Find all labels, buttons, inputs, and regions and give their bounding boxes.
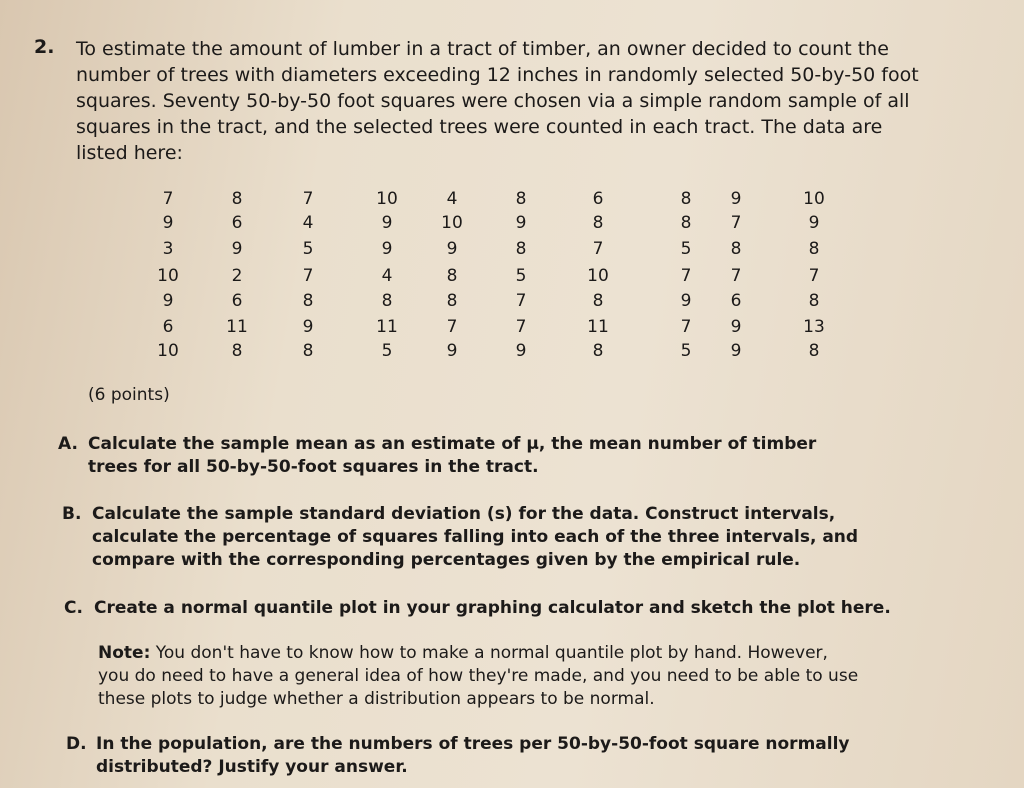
- part-text: Calculate the sample mean as an estimate of μ, the mean number of timber: [88, 434, 817, 454]
- table-cell: 9: [446, 341, 458, 361]
- table-cell: 7: [808, 266, 820, 286]
- table-cell: 8: [446, 266, 458, 286]
- table-cell: 9: [446, 239, 458, 259]
- part-text: In the population, are the numbers of trees per 50-by-50-foot square normally: [96, 734, 850, 754]
- points-label: (6 points): [88, 385, 170, 405]
- table-cell: 7: [592, 239, 604, 259]
- table-cell: 13: [803, 317, 825, 337]
- part-text: trees for all 50-by-50-foot squares in the tract.: [88, 457, 539, 477]
- note-text: You don't have to know how to make a normal quantile plot by hand. However,: [150, 643, 828, 663]
- table-cell: 8: [808, 291, 820, 311]
- table-cell: 2: [231, 266, 243, 286]
- intro-line: number of trees with diameters exceeding 12 inches in randomly selected 50-by-50 foot: [76, 64, 919, 86]
- part-text: Create a normal quantile plot in your graphing calculator and sketch the plot here.: [94, 598, 891, 618]
- table-cell: 7: [730, 266, 742, 286]
- table-cell: 9: [680, 291, 692, 311]
- intro-line: listed here:: [76, 142, 183, 164]
- table-cell: 9: [231, 239, 243, 259]
- note-line: [98, 642, 858, 665]
- table-cell: 7: [162, 189, 174, 209]
- table-cell: 9: [515, 341, 527, 361]
- table-cell: 9: [381, 213, 393, 233]
- table-cell: 6: [231, 213, 243, 233]
- table-cell: 5: [302, 239, 314, 259]
- intro-line: squares. Seventy 50-by-50 foot squares were chosen via a simple random sample of all: [76, 90, 910, 112]
- table-cell: 9: [730, 317, 742, 337]
- table-cell: 11: [376, 317, 398, 337]
- table-cell: 7: [515, 317, 527, 337]
- table-cell: 8: [592, 291, 604, 311]
- table-cell: 8: [680, 213, 692, 233]
- note-block: [98, 642, 858, 711]
- intro-line: To estimate the amount of lumber in a tract of timber, an owner decided to count the: [76, 38, 889, 60]
- table-cell: 7: [446, 317, 458, 337]
- table-cell: 10: [376, 189, 398, 209]
- table-cell: 9: [381, 239, 393, 259]
- table-cell: 9: [515, 213, 527, 233]
- table-cell: 9: [302, 317, 314, 337]
- table-cell: 4: [381, 266, 393, 286]
- part-text: compare with the corresponding percentages given by the empirical rule.: [92, 550, 801, 570]
- table-cell: 8: [680, 189, 692, 209]
- question-intro: [76, 36, 976, 166]
- table-cell: 9: [162, 291, 174, 311]
- table-cell: 10: [441, 213, 463, 233]
- table-cell: 7: [302, 266, 314, 286]
- table-cell: 11: [226, 317, 248, 337]
- table-cell: 5: [381, 341, 393, 361]
- table-cell: 8: [231, 341, 243, 361]
- table-cell: 10: [587, 266, 609, 286]
- table-cell: 9: [730, 341, 742, 361]
- table-cell: 7: [730, 213, 742, 233]
- table-cell: 10: [157, 266, 179, 286]
- part-label: D.: [66, 734, 87, 754]
- table-cell: 8: [808, 239, 820, 259]
- table-cell: 8: [515, 239, 527, 259]
- question-number: 2.: [34, 36, 55, 58]
- part-text: calculate the percentage of squares falling into each of the three intervals, and: [92, 527, 859, 547]
- table-cell: 4: [446, 189, 458, 209]
- part-label: B.: [62, 504, 82, 524]
- table-cell: 7: [680, 266, 692, 286]
- table-cell: 4: [302, 213, 314, 233]
- table-cell: 5: [680, 239, 692, 259]
- part-text: Calculate the sample standard deviation (s) for the data. Construct intervals,: [92, 504, 836, 524]
- table-cell: 7: [515, 291, 527, 311]
- table-cell: 7: [302, 189, 314, 209]
- part-label: A.: [58, 434, 78, 454]
- note-label: Note:: [98, 643, 151, 663]
- table-cell: 8: [231, 189, 243, 209]
- table-cell: 8: [515, 189, 527, 209]
- table-cell: 8: [592, 341, 604, 361]
- note-line: you do need to have a general idea of how they're made, and you need to be able to use: [98, 666, 859, 686]
- table-cell: 10: [803, 189, 825, 209]
- table-cell: 11: [587, 317, 609, 337]
- table-cell: 9: [730, 189, 742, 209]
- part-text: distributed? Justify your answer.: [96, 757, 408, 777]
- part-label: C.: [64, 598, 83, 618]
- table-cell: 7: [680, 317, 692, 337]
- table-cell: 6: [162, 317, 174, 337]
- table-cell: 6: [231, 291, 243, 311]
- table-cell: 3: [162, 239, 174, 259]
- table-cell: 8: [446, 291, 458, 311]
- table-cell: 8: [592, 213, 604, 233]
- table-cell: 8: [808, 341, 820, 361]
- table-cell: 6: [592, 189, 604, 209]
- table-cell: 8: [302, 341, 314, 361]
- table-cell: 5: [680, 341, 692, 361]
- table-cell: 8: [381, 291, 393, 311]
- table-cell: 6: [730, 291, 742, 311]
- table-cell: 8: [730, 239, 742, 259]
- table-cell: 8: [302, 291, 314, 311]
- note-line: these plots to judge whether a distribution appears to be normal.: [98, 689, 655, 709]
- table-cell: 9: [808, 213, 820, 233]
- intro-line: squares in the tract, and the selected trees were counted in each tract. The data are: [76, 116, 883, 138]
- table-cell: 9: [162, 213, 174, 233]
- table-cell: 10: [157, 341, 179, 361]
- table-cell: 5: [515, 266, 527, 286]
